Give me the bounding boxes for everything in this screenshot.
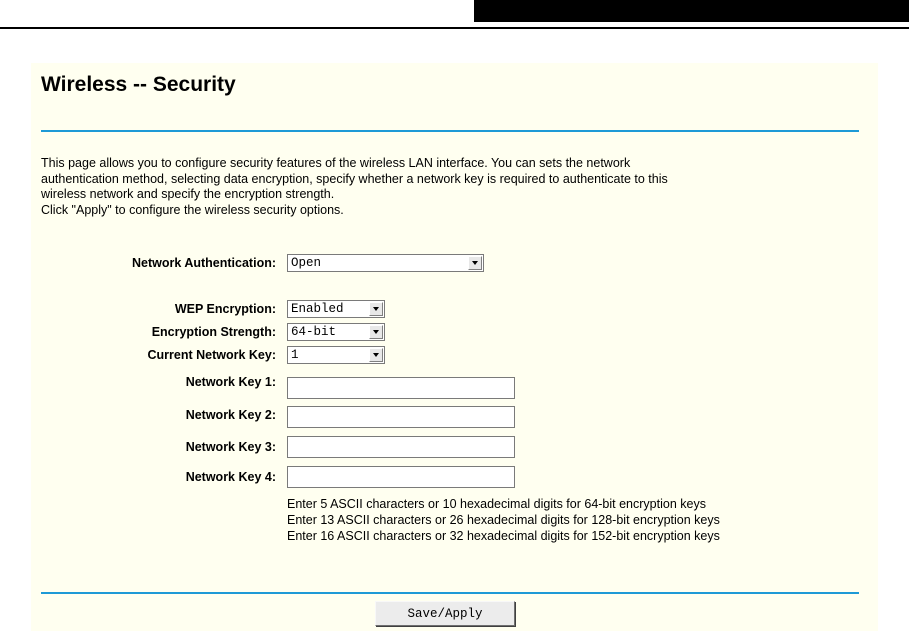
current-network-key-select[interactable] (287, 346, 385, 364)
key-format-hints (287, 496, 720, 544)
wep-encryption-label: WEP Encryption: (174, 302, 276, 316)
network-authentication-label: Network Authentication: (132, 256, 276, 270)
network-authentication-value: Open (291, 256, 322, 270)
chevron-down-icon[interactable] (369, 348, 383, 362)
network-key-4-label: Network Key 4: (185, 470, 276, 484)
chevron-down-icon[interactable] (369, 325, 383, 339)
save-apply-button[interactable]: Save/Apply (375, 601, 515, 626)
header-rule (0, 27, 909, 29)
chevron-down-icon[interactable] (369, 302, 383, 316)
wep-encryption-select[interactable] (287, 300, 385, 318)
chevron-down-icon[interactable] (468, 256, 482, 270)
description-line: wireless network and specify the encryption strength. (41, 187, 335, 201)
encryption-strength-value: 64-bit (291, 325, 337, 339)
current-network-key-value: 1 (291, 348, 299, 362)
hint-64bit: Enter 5 ASCII characters or 10 hexadecimal digits for 64-bit encryption keys (287, 497, 706, 511)
current-network-key-label: Current Network Key: (147, 348, 276, 362)
hint-152bit: Enter 16 ASCII characters or 32 hexadecimal digits for 152-bit encryption keys (287, 529, 720, 543)
network-key-1-input[interactable] (287, 377, 515, 399)
network-key-3-input[interactable] (287, 436, 515, 458)
header-black-bar (474, 0, 909, 22)
page-description (41, 156, 841, 218)
encryption-strength-label: Encryption Strength: (151, 325, 276, 339)
hint-128bit: Enter 13 ASCII characters or 26 hexadecimal digits for 128-bit encryption keys (287, 513, 720, 527)
network-key-2-label: Network Key 2: (185, 408, 276, 422)
network-key-1-label: Network Key 1: (185, 375, 276, 389)
content-panel (31, 63, 878, 631)
network-authentication-select[interactable] (287, 254, 484, 272)
description-line: Click "Apply" to configure the wireless security options. (41, 202, 344, 217)
wep-encryption-value: Enabled (291, 302, 344, 316)
encryption-strength-select[interactable] (287, 323, 385, 341)
network-key-4-input[interactable] (287, 466, 515, 488)
footer-divider (41, 592, 859, 594)
page-title: Wireless -- Security (41, 73, 236, 96)
title-divider (41, 130, 859, 132)
network-key-2-input[interactable] (287, 406, 515, 428)
description-line: This page allows you to configure security features of the wireless LAN interface. You can sets the network (41, 156, 631, 170)
network-key-3-label: Network Key 3: (185, 440, 276, 454)
description-line: authentication method, selecting data encryption, specify whether a network key is required to authenticate to this (41, 171, 668, 186)
